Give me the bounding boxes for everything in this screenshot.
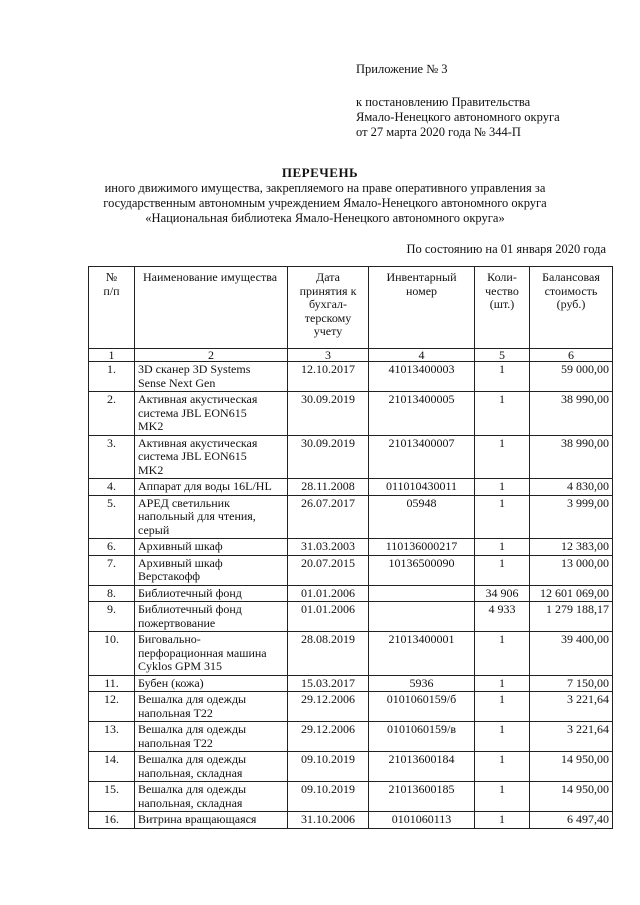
table-row xyxy=(89,435,613,479)
property-name-line: Витрина вращающаяся xyxy=(138,812,257,826)
header-line: (шт.) xyxy=(489,297,515,311)
acceptance-date: 30.09.2019 xyxy=(288,435,369,479)
row-number: 13. xyxy=(89,722,135,752)
subtitle-line: государственным автономным учреждением Ямало-Ненецкого автономного округа xyxy=(103,196,547,210)
quantity: 4 933 xyxy=(475,602,530,632)
acceptance-date: 12.10.2017 xyxy=(288,362,369,392)
property-name xyxy=(135,479,288,496)
property-name-line: Активная акустическая xyxy=(138,435,258,450)
row-number: 16. xyxy=(89,812,135,829)
inventory-number: 10136500090 xyxy=(369,555,475,585)
column-header-date xyxy=(288,267,369,349)
property-name xyxy=(135,555,288,585)
table-body xyxy=(89,362,613,829)
property-name-line: АРЕД светильник xyxy=(138,495,230,510)
property-name xyxy=(135,812,288,829)
header-line: терскому xyxy=(304,310,352,325)
quantity: 1 xyxy=(475,752,530,782)
property-name-line: Архивный шкаф xyxy=(138,539,223,553)
table-row xyxy=(89,632,613,676)
inventory-number: 21013400005 xyxy=(369,392,475,436)
document-subtitle xyxy=(60,181,590,226)
property-name xyxy=(135,722,288,752)
column-header-name xyxy=(135,267,288,349)
table-row xyxy=(89,675,613,692)
acceptance-date: 30.09.2019 xyxy=(288,392,369,436)
header-line: учету xyxy=(313,324,343,338)
row-number: 11. xyxy=(89,675,135,692)
quantity: 1 xyxy=(475,539,530,556)
table-row xyxy=(89,555,613,585)
quantity: 1 xyxy=(475,632,530,676)
table-row xyxy=(89,782,613,812)
acceptance-date: 01.01.2006 xyxy=(288,585,369,602)
row-number: 6. xyxy=(89,539,135,556)
balance-value: 6 497,40 xyxy=(530,812,613,829)
column-number: 3 xyxy=(288,349,369,362)
column-header-quantity xyxy=(475,267,530,349)
inventory-number: 21013600184 xyxy=(369,752,475,782)
as-of-date: По состоянию на 01 января 2020 года xyxy=(406,242,606,256)
column-number: 1 xyxy=(89,349,135,362)
row-number: 8. xyxy=(89,585,135,602)
row-number: 14. xyxy=(89,752,135,782)
property-name xyxy=(135,602,288,632)
table-row xyxy=(89,585,613,602)
column-number: 5 xyxy=(475,349,530,362)
row-number: 12. xyxy=(89,692,135,722)
column-number-row xyxy=(89,349,613,362)
property-name-line: напольная, складная xyxy=(138,765,243,780)
table-row xyxy=(89,602,613,632)
inventory-number: 5936 xyxy=(369,675,475,692)
row-number: 1. xyxy=(89,362,135,392)
balance-value: 38 990,00 xyxy=(530,392,613,436)
column-header-inventory-number xyxy=(369,267,475,349)
quantity: 1 xyxy=(475,692,530,722)
header-line: п/п xyxy=(103,283,120,298)
table-row xyxy=(89,362,613,392)
inventory-number: 0101060113 xyxy=(369,812,475,829)
inventory-number: 011010430011 xyxy=(369,479,475,496)
property-name-line: Библиотечный фонд xyxy=(138,602,242,616)
property-name-line: Бубен (кожа) xyxy=(138,675,204,690)
property-name xyxy=(135,675,288,692)
acceptance-date: 31.03.2003 xyxy=(288,539,369,556)
property-name-line: напольная T22 xyxy=(138,735,213,750)
property-name-line: Архивный шкаф xyxy=(138,555,223,570)
column-header-value xyxy=(530,267,613,349)
table-header-row xyxy=(89,267,613,349)
inventory-number: 110136000217 xyxy=(369,539,475,556)
inventory-number: 05948 xyxy=(369,495,475,539)
header-line: стоимость xyxy=(544,283,598,298)
quantity: 1 xyxy=(475,435,530,479)
property-name-line: серый xyxy=(138,522,170,537)
inventory-number xyxy=(369,602,475,632)
property-name-line: Биговально- xyxy=(138,632,201,646)
header-line: № xyxy=(105,270,118,284)
header-line: (руб.) xyxy=(556,297,586,311)
row-number: 15. xyxy=(89,782,135,812)
quantity: 1 xyxy=(475,362,530,392)
balance-value: 3 999,00 xyxy=(530,495,613,539)
inventory-number: 21013600185 xyxy=(369,782,475,812)
balance-value: 13 000,00 xyxy=(530,555,613,585)
header-line: Инвентарный xyxy=(386,270,457,284)
property-name-line: Вешалка для одежды xyxy=(138,722,247,736)
decree-line: к постановлению Правительства xyxy=(356,95,531,109)
property-name-line: напольная T22 xyxy=(138,705,213,720)
quantity: 1 xyxy=(475,722,530,752)
property-name xyxy=(135,362,288,392)
property-name xyxy=(135,632,288,676)
row-number: 4. xyxy=(89,479,135,496)
table-row xyxy=(89,495,613,539)
balance-value: 38 990,00 xyxy=(530,435,613,479)
header-line: бухгал- xyxy=(309,297,347,311)
quantity: 1 xyxy=(475,479,530,496)
property-name-line: Верстакофф xyxy=(138,569,201,583)
property-name xyxy=(135,435,288,479)
balance-value: 1 279 188,17 xyxy=(530,602,613,632)
acceptance-date: 31.10.2006 xyxy=(288,812,369,829)
decree-line: Ямало-Ненецкого автономного округа xyxy=(356,110,560,124)
property-name-line: Библиотечный фонд xyxy=(138,585,242,600)
property-name-line: напольный для чтения, xyxy=(138,509,256,523)
inventory-number xyxy=(369,585,475,602)
balance-value: 12 601 069,00 xyxy=(530,585,613,602)
header-line: Дата xyxy=(316,270,340,284)
property-name-line: Sense Next Gen xyxy=(138,375,216,390)
header-line: номер xyxy=(405,283,438,298)
property-name xyxy=(135,585,288,602)
quantity: 1 xyxy=(475,812,530,829)
property-name-line: система JBL EON615 xyxy=(138,449,247,463)
subtitle-line: иного движимого имущества, закрепляемого на праве оперативного управления за xyxy=(104,181,546,195)
acceptance-date: 09.10.2019 xyxy=(288,752,369,782)
property-name-line: перфорационная машина xyxy=(138,645,267,660)
table-row xyxy=(89,812,613,829)
subtitle-line: «Национальная библиотека Ямало-Ненецкого автономного округа» xyxy=(145,211,505,225)
decree-line: от 27 марта 2020 года № 344-П xyxy=(356,125,521,139)
appendix-label: Приложение № 3 xyxy=(356,62,448,76)
balance-value: 3 221,64 xyxy=(530,692,613,722)
quantity: 1 xyxy=(475,392,530,436)
property-name-line: Вешалка для одежды xyxy=(138,692,247,706)
inventory-number: 0101060159/б xyxy=(369,692,475,722)
row-number: 10. xyxy=(89,632,135,676)
property-name-line: Cyklos GPM 315 xyxy=(138,659,223,673)
property-name xyxy=(135,392,288,436)
row-number: 2. xyxy=(89,392,135,436)
inventory-number: 21013400001 xyxy=(369,632,475,676)
quantity: 1 xyxy=(475,555,530,585)
acceptance-date: 29.12.2006 xyxy=(288,722,369,752)
row-number: 9. xyxy=(89,602,135,632)
quantity: 34 906 xyxy=(475,585,530,602)
acceptance-date: 28.11.2008 xyxy=(288,479,369,496)
property-name xyxy=(135,539,288,556)
acceptance-date: 20.07.2015 xyxy=(288,555,369,585)
property-name xyxy=(135,495,288,539)
balance-value: 59 000,00 xyxy=(530,362,613,392)
header-line: Наименование имущества xyxy=(143,270,278,284)
property-name xyxy=(135,752,288,782)
balance-value: 39 400,00 xyxy=(530,632,613,676)
property-name-line: напольная, складная xyxy=(138,795,243,810)
row-number: 7. xyxy=(89,555,135,585)
balance-value: 7 150,00 xyxy=(530,675,613,692)
balance-value: 4 830,00 xyxy=(530,479,613,496)
acceptance-date: 15.03.2017 xyxy=(288,675,369,692)
table-row xyxy=(89,392,613,436)
header-line: Балансовая xyxy=(542,270,600,284)
column-number: 6 xyxy=(530,349,613,362)
row-number: 3. xyxy=(89,435,135,479)
property-name xyxy=(135,782,288,812)
property-name-line: MK2 xyxy=(138,419,164,433)
inventory-number: 21013400007 xyxy=(369,435,475,479)
property-name-line: система JBL EON615 xyxy=(138,405,247,420)
table-row xyxy=(89,479,613,496)
quantity: 1 xyxy=(475,495,530,539)
inventory-number: 41013400003 xyxy=(369,362,475,392)
table-row xyxy=(89,692,613,722)
property-name-line: Аппарат для воды 16L/HL xyxy=(138,479,272,493)
property-name-line: Активная акустическая xyxy=(138,392,258,406)
acceptance-date: 01.01.2006 xyxy=(288,602,369,632)
property-name-line: MK2 xyxy=(138,462,164,477)
header-line: Коли- xyxy=(487,270,517,284)
property-name-line: Вешалка для одежды xyxy=(138,752,247,766)
column-number: 2 xyxy=(135,349,288,362)
column-header-number xyxy=(89,267,135,349)
acceptance-date: 09.10.2019 xyxy=(288,782,369,812)
property-table xyxy=(88,266,613,829)
property-name xyxy=(135,692,288,722)
document-title: ПЕРЕЧЕНЬ xyxy=(281,165,359,180)
column-number: 4 xyxy=(369,349,475,362)
quantity: 1 xyxy=(475,782,530,812)
acceptance-date: 28.08.2019 xyxy=(288,632,369,676)
header-line: принятия к xyxy=(299,283,357,298)
decree-reference xyxy=(356,95,560,140)
quantity: 1 xyxy=(475,675,530,692)
inventory-number: 0101060159/в xyxy=(369,722,475,752)
property-name-line: пожертвование xyxy=(138,615,216,630)
header-line: чество xyxy=(485,283,519,298)
table-row xyxy=(89,722,613,752)
balance-value: 14 950,00 xyxy=(530,782,613,812)
acceptance-date: 26.07.2017 xyxy=(288,495,369,539)
table-row xyxy=(89,752,613,782)
table-row xyxy=(89,539,613,556)
balance-value: 14 950,00 xyxy=(530,752,613,782)
balance-value: 3 221,64 xyxy=(530,722,613,752)
property-name-line: 3D сканер 3D Systems xyxy=(138,362,251,376)
property-name-line: Вешалка для одежды xyxy=(138,782,247,796)
acceptance-date: 29.12.2006 xyxy=(288,692,369,722)
row-number: 5. xyxy=(89,495,135,539)
balance-value: 12 383,00 xyxy=(530,539,613,556)
